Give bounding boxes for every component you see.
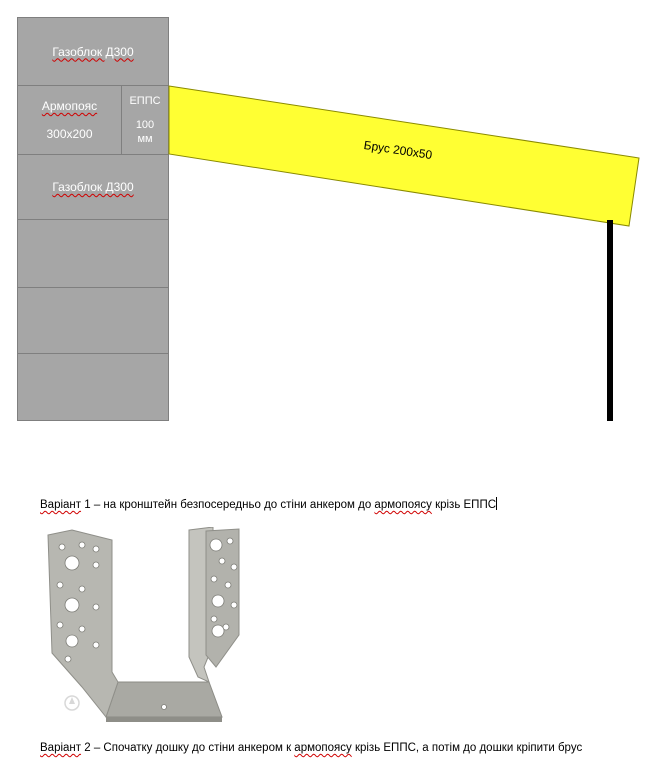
support-post [607,220,613,421]
joist-hanger-bracket-icon [46,527,242,729]
epps-title: ЕППС [129,95,161,107]
variant-1-text-b: крізь ЕППС [431,499,497,511]
variant-2-caption [40,742,582,754]
text-cursor [496,497,497,510]
beam-label: Брус 200х50 [362,137,434,163]
variant-1-prefix: Варіант [40,499,82,511]
armopoyas-title: Армопояс [41,99,98,113]
variant-2-text-a: 2 – Спочатку дошку до стіни анкером к [81,742,295,754]
epps-size-value: 100 [135,119,155,131]
variant-2-prefix: Варіант [40,742,82,754]
armopoyas-size: 300х200 [46,127,93,141]
variant-1-text-a: 1 – на кронштейн безпосередньо до стіни анкером до [81,499,375,511]
epps-size-unit: мм [137,133,153,145]
variant-1-armopoyasu: армопоясу [374,499,432,511]
variant-1-caption [40,497,497,511]
gazoblok-top-label: Газоблок Д300 [52,44,134,59]
variant-2-armopoyasu: армопоясу [294,742,352,754]
gazoblok-bottom-label: Газоблок Д300 [52,180,134,194]
variant-2-text-b: крізь ЕППС, а потім до дошки кріпити брус [351,742,583,754]
